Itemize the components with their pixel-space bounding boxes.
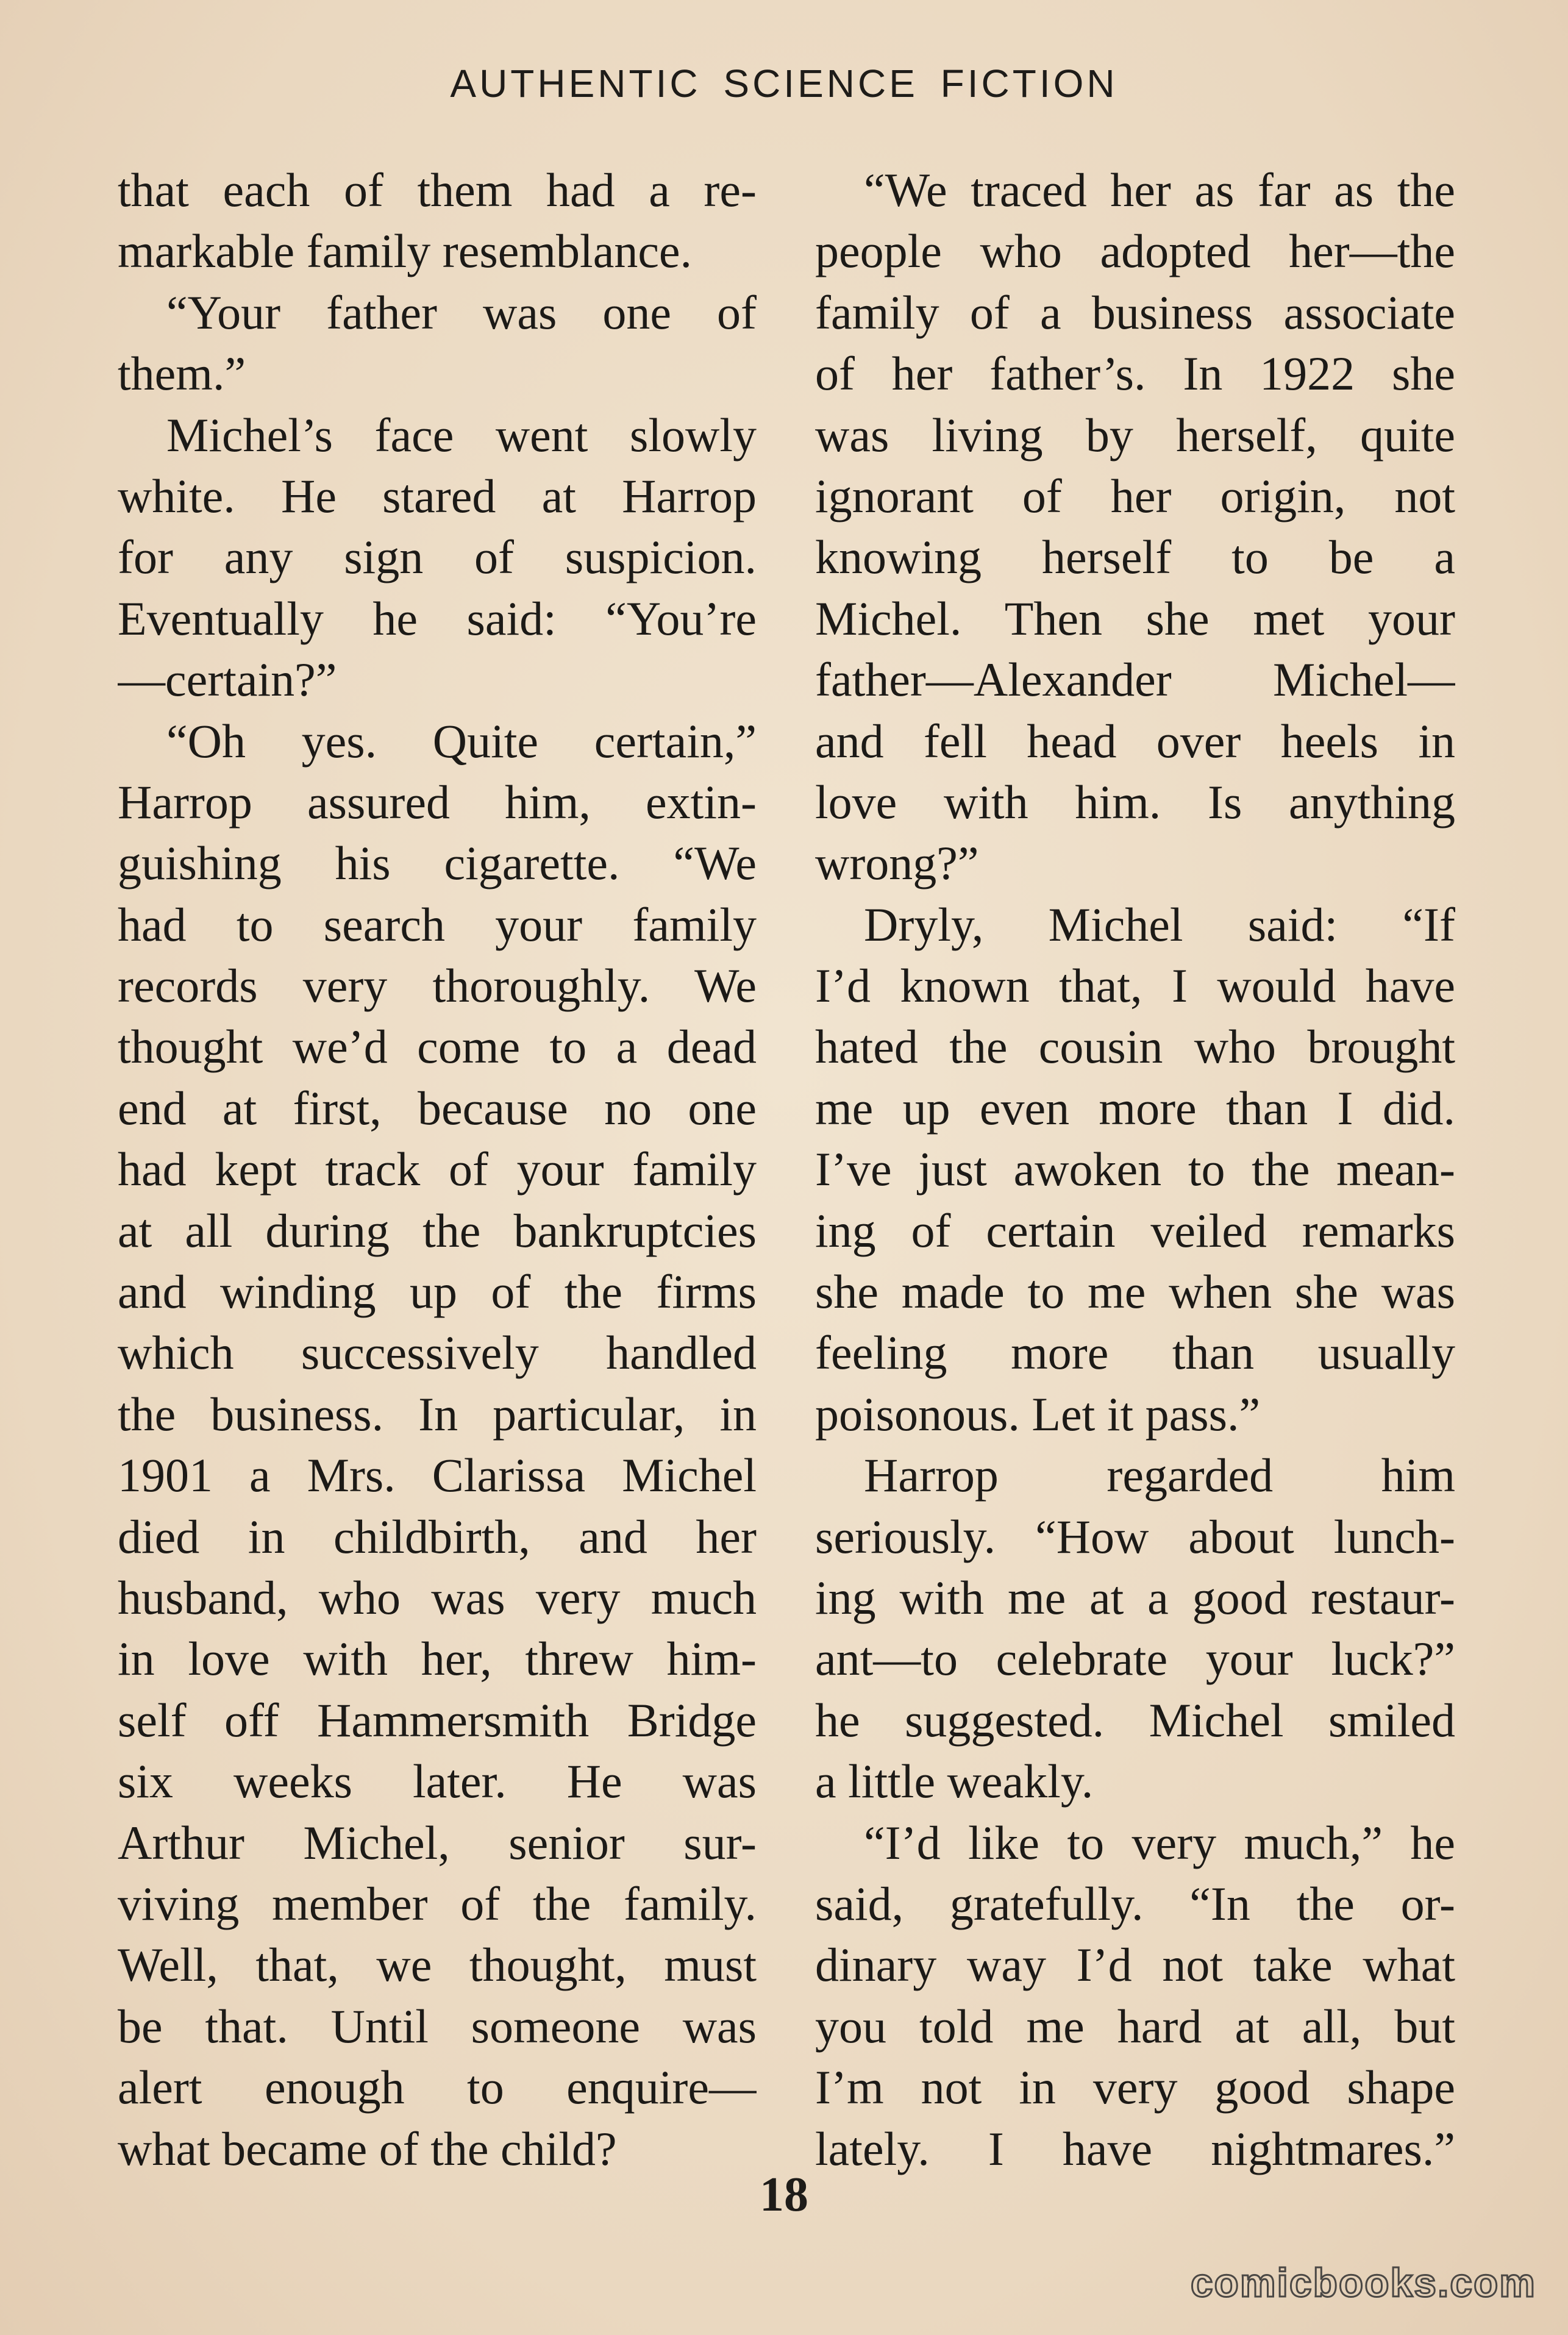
text-line: wrong?”: [815, 836, 979, 890]
text-line: ing of certain veiled remarks: [815, 1203, 1455, 1257]
text-line: I’m not in very good shape: [815, 2061, 1455, 2114]
text-line: alert enough to enquire—: [118, 2061, 757, 2114]
text-line: self off Hammersmith Bridge: [118, 1693, 757, 1747]
text-line: me up even more than I did.: [815, 1081, 1455, 1135]
text-line: dinary way I’d not take what: [815, 1938, 1455, 1992]
text-line: had kept track of your family: [118, 1143, 757, 1196]
text-line: what became of the child?: [118, 2122, 617, 2175]
text-line: a little weakly.: [815, 1755, 1094, 1808]
text-line: end at first, because no one: [118, 1081, 757, 1135]
text-line: them.”: [118, 347, 246, 401]
text-line: you told me hard at all, but: [815, 1999, 1455, 2053]
text-line: white. He stared at Harrop: [118, 469, 757, 522]
text-line: had to search your family: [118, 897, 757, 951]
text-line: died in childbirth, and her: [118, 1510, 757, 1563]
running-head: AUTHENTIC SCIENCE FICTION: [450, 62, 1118, 105]
text-line: thought we’d come to a dead: [118, 1020, 757, 1074]
text-line: husband, who was very much: [118, 1570, 757, 1624]
text-line: of her father’s. In 1922 she: [815, 347, 1455, 401]
text-line: “We traced her as far as the: [864, 163, 1455, 216]
text-line: be that. Until someone was: [118, 1999, 757, 2053]
text-line: six weeks later. He was: [118, 1755, 757, 1808]
text-line: seriously. “How about lunch-: [815, 1510, 1455, 1563]
text-line: said, gratefully. “In the or-: [815, 1877, 1455, 1930]
text-line: and fell head over heels in: [815, 714, 1455, 768]
text-line: knowing herself to be a: [815, 530, 1455, 584]
text-line: feeling more than usually: [815, 1326, 1455, 1380]
text-line: Michel’s face went slowly: [166, 408, 757, 462]
text-line: ing with me at a good restaur-: [815, 1570, 1455, 1624]
text-line: records very thoroughly. We: [118, 959, 757, 1013]
text-line: Harrop regarded him: [864, 1449, 1455, 1502]
text-line: was living by herself, quite: [815, 408, 1455, 462]
text-line: Well, that, we thought, must: [118, 1938, 757, 1992]
text-line: at all during the bankruptcies: [118, 1203, 757, 1257]
text-line: she made to me when she was: [815, 1265, 1455, 1319]
text-line: I’ve just awoken to the mean-: [815, 1143, 1455, 1196]
right-column: [815, 160, 1455, 2180]
text-line: people who adopted her—the: [815, 224, 1455, 278]
text-line: poisonous. Let it pass.”: [815, 1387, 1261, 1441]
text-line: he suggested. Michel smiled: [815, 1693, 1455, 1747]
text-line: Arthur Michel, senior sur-: [118, 1816, 757, 1869]
text-line: ignorant of her origin, not: [815, 469, 1455, 522]
text-line: markable family resemblance.: [118, 224, 693, 278]
text-line: 1901 a Mrs. Clarissa Michel: [118, 1449, 757, 1502]
left-column: [118, 160, 757, 2180]
watermark-logo: comicbooks.com: [1190, 2260, 1536, 2305]
text-line: and winding up of the firms: [118, 1265, 757, 1319]
text-line: Michel. Then she met your: [815, 591, 1455, 645]
text-line: for any sign of suspicion.: [118, 530, 757, 584]
text-line: I’d known that, I would have: [815, 959, 1455, 1013]
text-line: —certain?”: [118, 653, 337, 707]
text-line: ant—to celebrate your luck?”: [815, 1632, 1455, 1686]
text-line: “I’d like to very much,” he: [864, 1816, 1455, 1869]
text-line: love with him. Is anything: [815, 775, 1455, 829]
text-line: Eventually he said: “You’re: [118, 591, 757, 645]
text-line: family of a business associate: [815, 285, 1455, 339]
page-number: 18: [760, 2168, 808, 2222]
text-line: viving member of the family.: [118, 1877, 757, 1930]
text-line: guishing his cigarette. “We: [118, 836, 757, 890]
text-line: which successively handled: [118, 1326, 757, 1380]
text-line: that each of them had a re-: [118, 163, 757, 216]
text-line: father—Alexander Michel—: [815, 653, 1455, 707]
text-line: Harrop assured him, extin-: [118, 775, 757, 829]
text-line: “Your father was one of: [166, 285, 757, 339]
text-line: lately. I have nightmares.”: [815, 2122, 1455, 2175]
text-line: in love with her, threw him-: [118, 1632, 757, 1686]
text-line: “Oh yes. Quite certain,”: [166, 714, 757, 768]
text-line: Dryly, Michel said: “If: [864, 897, 1455, 951]
text-line: the business. In particular, in: [118, 1387, 757, 1441]
text-line: hated the cousin who brought: [815, 1020, 1455, 1074]
